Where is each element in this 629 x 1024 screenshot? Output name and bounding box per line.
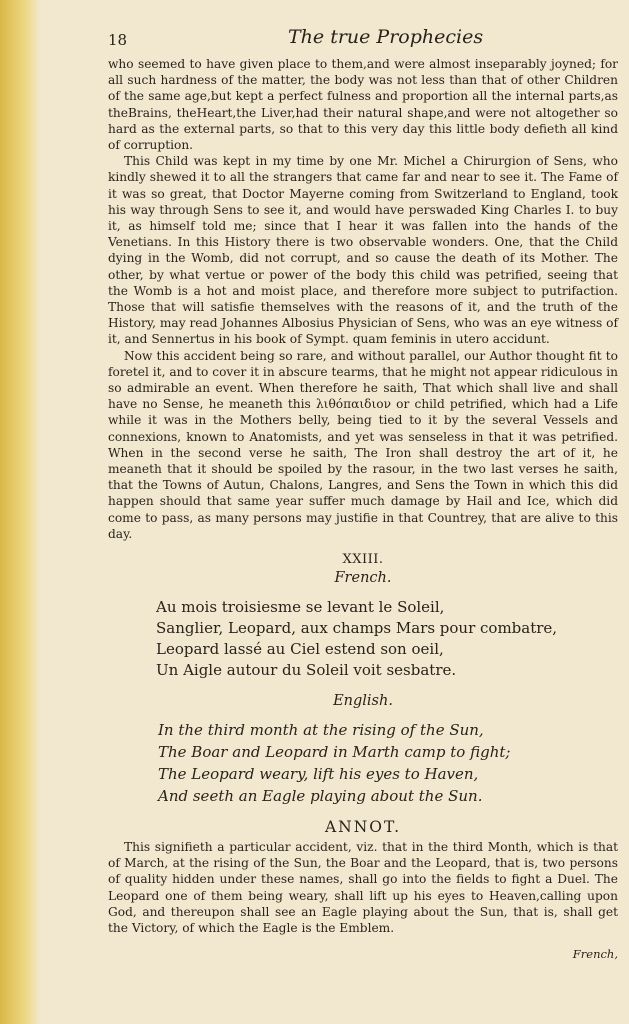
- english-line: The Boar and Leopard in Marth camp to fight;: [158, 742, 511, 761]
- english-label: English.: [333, 692, 393, 709]
- book-page: [108, 26, 618, 1016]
- page-edge: [0, 0, 40, 1024]
- page-number: 18: [108, 31, 128, 49]
- english-verse: [108, 719, 618, 807]
- french-line: Au mois troisiesme se levant le Soleil,: [156, 597, 445, 616]
- french-verse: [108, 597, 618, 681]
- english-line: In the third month at the rising of the Sun,: [158, 720, 484, 739]
- annot-text: This signifieth a particular accident, viz. that in the third Month, which is that of March, at the rising of the Sun, the Boar and the Leopard, that is, two persons of quality hidden under these names, shall go into the fields to fight a Duel. The Leopard one of them being weary, shall lift up his eyes to Heaven,calling upon God, and thereupon shall see an Eagle playing about the Sun, that is, shall get the Victory, of which the Eagle is the Emblem.: [108, 839, 618, 935]
- running-title: The true Prophecies: [288, 26, 484, 48]
- french-label: French.: [334, 570, 392, 587]
- french-line: Leopard lassé au Ciel estend son oeil,: [156, 639, 444, 658]
- paragraph-2: This Child was kept in my time by one Mr. Michel a Chirurgion of Sens, who kindly shewed it to all the strangers that came far and near to see it. The Fame of it was so great, that Doctor Mayerne coming from Switzerland to England, took his way through Sens to see it, and would have perswaded King Charles I. to buy it, as himself told me; since that I hear it was fallen into the hands of the Venetians. In this History there is two observable wonders. One, that the Child dying in the Womb, did not corrupt, and so cause the death of its Mother. The other, by what vertue or power of the body this child was petrified, seeing that the Womb is a hot and moist place, and therefore more subject to putrifaction. Those that will satisfie themselves with the reasons of it, and the truth of the History, may read Johannes Albosius Physician of Sens, who was an eye witness of it, and Sennertus in his book of Sympt. quam feminis in utero accidunt.: [108, 154, 618, 347]
- verse-number: XXIII.: [342, 552, 384, 568]
- catchword: French,: [572, 947, 618, 962]
- paragraph-3: Now this accident being so rare, and without parallel, our Author thought fit to foretel it, and to cover it in abscure tearms, that he might not appear ridiculous in so admirable an event. When therefore he saith, That which shall live and shall have no Sense, he meaneth this λιθόπαιδιον or child petrified, which had a Life while it was in the Mothers belly, being tied to it by the several Vessels and connexions, known to Anatomists, and yet was senseless in that it was petrified. When in the second verse he saith, The Iron shall destroy the art of it, he meaneth that it should be spoiled by the rasour, in the two last verses he saith, that the Towns of Autun, Chalons, Langres, and Sens the Town in which this did happen should that same year suffer much damage by Hail and Ice, which did come to pass, as many persons may justifie in that Countrey, that are alive to this day.: [108, 348, 618, 541]
- english-line: The Leopard weary, lift his eyes to Haven,: [158, 764, 479, 783]
- paragraph-1: who seemed to have given place to them,and were almost inseparably joyned; for all such hardness of the matter, the body was not less than that of other Children of the same age,but kept a perfect fulness and proportion all the internal parts,as theBrains, theHeart,the Liver,had their natural shape,and were not altogether so hard as the external parts, so that to this very day this little body defieth all kind of corruption.: [108, 57, 618, 153]
- french-line: Un Aigle autour du Soleil voit sesbatre.: [156, 660, 457, 679]
- french-line: Sanglier, Leopard, aux champs Mars pour combatre,: [156, 618, 558, 637]
- page-header: [108, 26, 618, 56]
- english-line: And seeth an Eagle playing about the Sun.: [158, 786, 483, 805]
- annot-heading: ANNOT.: [324, 817, 401, 836]
